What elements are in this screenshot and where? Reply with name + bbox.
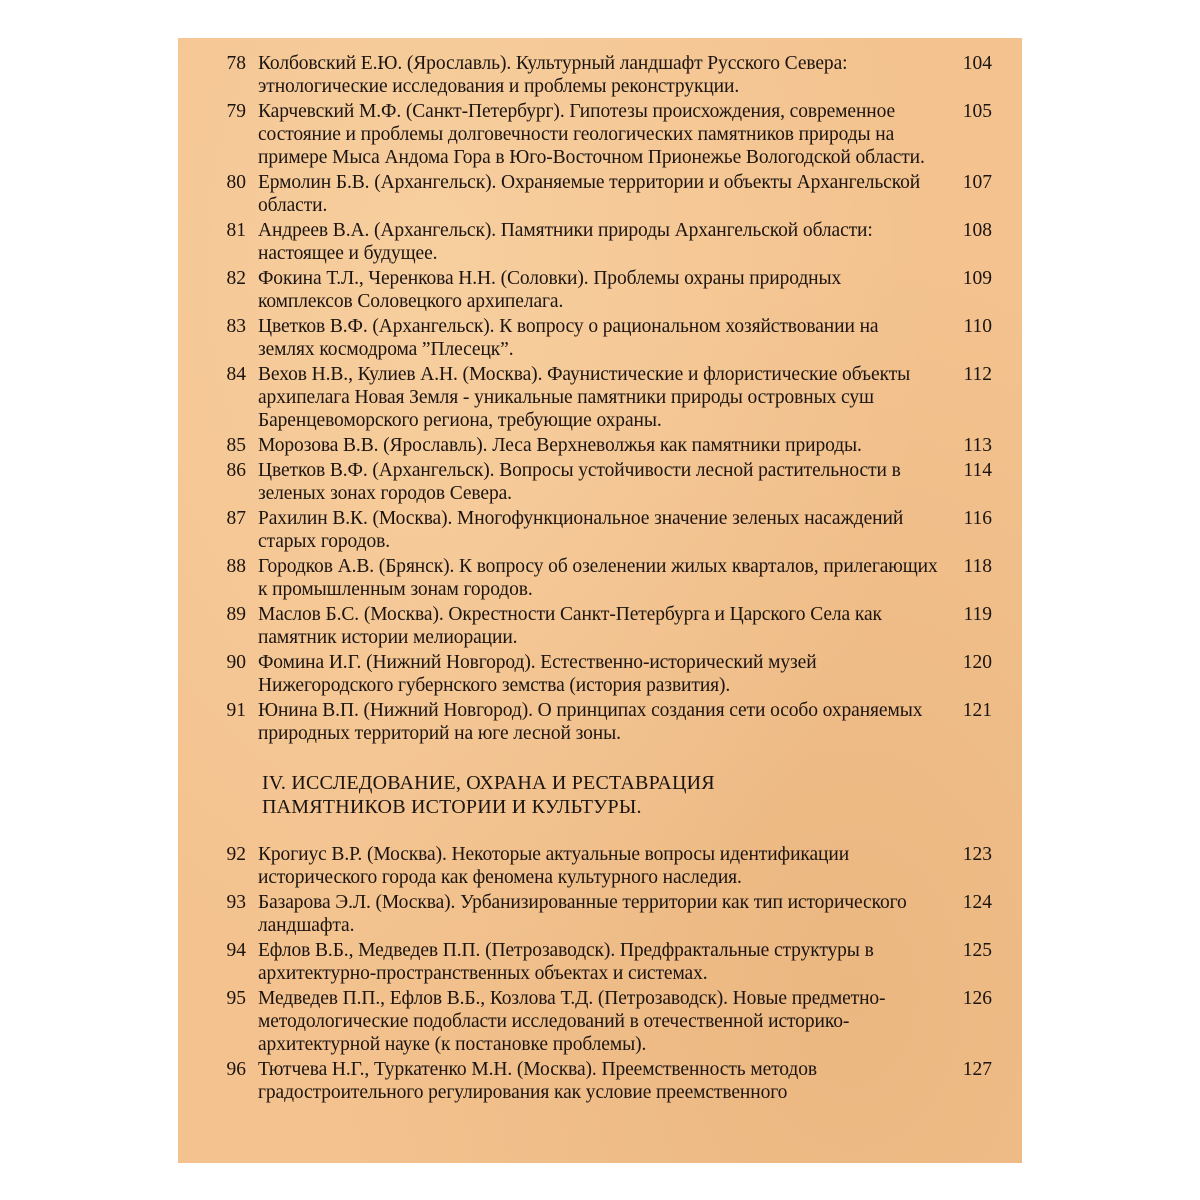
toc-list-part-4 [178, 843, 1022, 1104]
entry-title: Медведев П.П., Ефлов В.Б., Козлова Т.Д. (Петрозаводск). Новые предметно-методологические подобласти исследований в отечественной историко-архитектурной науке (к постановке проблемы). [258, 988, 886, 1055]
entry-number: 85 [226, 435, 246, 456]
toc-entry [178, 939, 1022, 985]
entry-number: 82 [226, 268, 246, 289]
entry-title: Городков А.В. (Брянск). К вопросу об озеленении жилых кварталов, прилегающих к промышленным зонам городов. [258, 556, 938, 600]
entry-page-number: 110 [963, 316, 992, 337]
entry-number: 90 [226, 652, 246, 673]
toc-list-part-3 [178, 52, 1022, 745]
entry-number: 91 [226, 700, 246, 721]
toc-entry [178, 987, 1022, 1056]
entry-page-number: 124 [962, 892, 992, 913]
toc-entry [178, 171, 1022, 217]
entry-page-number: 116 [963, 508, 992, 529]
entry-title: Андреев В.А. (Архангельск). Памятники природы Архангельской области: настоящее и будущее. [258, 220, 873, 264]
entry-number: 80 [226, 172, 246, 193]
entry-title: Тютчева Н.Г., Туркатенко М.Н. (Москва). Преемственность методов градостроительного регулирования как условие преемственного [258, 1059, 817, 1103]
toc-entry [178, 267, 1022, 313]
entry-title: Фокина Т.Л., Черенкова Н.Н. (Соловки). Проблемы охраны природных комплексов Соловецкого архипелага. [258, 268, 842, 312]
entry-title: Ефлов В.Б., Медведев П.П. (Петрозаводск). Предфрактальные структуры в архитектурно-пространственных объектах и системах. [258, 940, 874, 984]
entry-page-number: 119 [963, 604, 992, 625]
entry-title: Вехов Н.В., Кулиев А.Н. (Москва). Фаунистические и флористические объекты архипелага Новая Земля - уникальные памятники природы островных суш Баренцевоморского региона, требующие охраны. [258, 364, 911, 431]
entry-number: 94 [226, 940, 246, 961]
entry-page-number: 108 [962, 220, 992, 241]
toc-entry [178, 603, 1022, 649]
table-of-contents [178, 52, 1022, 1106]
entry-page-number: 121 [962, 700, 992, 721]
entry-title: Карчевский М.Ф. (Санкт-Петербург). Гипотезы происхождения, современное состояние и проблемы долговечности геологических памятников природы на примере Мыса Андома Гора в Юго-Восточном Прионежье Вологодской области. [258, 101, 925, 168]
entry-number: 78 [226, 53, 246, 74]
entry-title: Ермолин Б.В. (Архангельск). Охраняемые территории и объекты Архангельской области. [258, 172, 921, 216]
entry-title: Фомина И.Г. (Нижний Новгород). Естественно-исторический музей Нижегородского губернского земства (история развития). [258, 652, 817, 696]
entry-page-number: 118 [963, 556, 992, 577]
entry-title: Цветков В.Ф. (Архангельск). Вопросы устойчивости лесной растительности в зеленых зонах городов Севера. [258, 460, 901, 504]
toc-entry [178, 651, 1022, 697]
entry-title: Крогиус В.Р. (Москва). Некоторые актуальные вопросы идентификации исторического города как феномена культурного наследия. [258, 844, 850, 888]
entry-title: Юнина В.П. (Нижний Новгород). О принципах создания сети особо охраняемых природных территорий на юге лесной зоны. [258, 700, 923, 744]
entry-page-number: 109 [962, 268, 992, 289]
entry-title: Колбовский Е.Ю. (Ярославль). Культурный ландшафт Русского Севера: этнологические исследования и проблемы реконструкции. [258, 53, 848, 97]
entry-number: 86 [226, 460, 246, 481]
toc-entry [178, 459, 1022, 505]
entry-page-number: 123 [962, 844, 992, 865]
entry-title: Рахилин В.К. (Москва). Многофункциональное значение зеленых насаждений старых городов. [258, 508, 904, 552]
toc-entry [178, 100, 1022, 169]
entry-page-number: 104 [962, 53, 992, 74]
entry-number: 81 [226, 220, 246, 241]
section-heading-line-1: IV. ИССЛЕДОВАНИЕ, ОХРАНА И РЕСТАВРАЦИЯ [262, 772, 715, 794]
entry-number: 92 [226, 844, 246, 865]
entry-number: 84 [226, 364, 246, 385]
entry-number: 93 [226, 892, 246, 913]
entry-page-number: 126 [962, 988, 992, 1009]
entry-number: 96 [226, 1059, 246, 1080]
entry-page-number: 107 [962, 172, 992, 193]
toc-entry [178, 555, 1022, 601]
entry-page-number: 120 [962, 652, 992, 673]
entry-page-number: 127 [962, 1059, 992, 1080]
entry-number: 88 [226, 556, 246, 577]
entry-page-number: 112 [963, 364, 992, 385]
entry-title: Маслов Б.С. (Москва). Окрестности Санкт-Петербурга и Царского Села как памятник истории мелиорации. [258, 604, 882, 648]
entry-title: Базарова Э.Л. (Москва). Урбанизированные территории как тип исторического ландшафта. [258, 892, 907, 936]
entry-number: 79 [226, 101, 246, 122]
toc-entry [178, 315, 1022, 361]
section-heading-line-2: ПАМЯТНИКОВ ИСТОРИИ И КУЛЬТУРЫ. [262, 796, 642, 818]
entry-number: 95 [226, 988, 246, 1009]
toc-entry [178, 507, 1022, 553]
toc-entry [178, 843, 1022, 889]
entry-number: 83 [226, 316, 246, 337]
entry-page-number: 114 [963, 460, 992, 481]
section-heading [262, 771, 902, 819]
entry-number: 89 [226, 604, 246, 625]
entry-title: Морозова В.В. (Ярославль). Леса Верхневолжья как памятники природы. [258, 435, 862, 456]
entry-page-number: 113 [963, 435, 992, 456]
toc-entry [178, 1058, 1022, 1104]
toc-entry [178, 219, 1022, 265]
entry-title: Цветков В.Ф. (Архангельск). К вопросу о рациональном хозяйствовании на землях космодрома ”Плесецк”. [258, 316, 879, 360]
toc-entry [178, 699, 1022, 745]
entry-number: 87 [226, 508, 246, 529]
toc-entry [178, 363, 1022, 432]
toc-entry [178, 891, 1022, 937]
toc-entry [178, 434, 1022, 457]
entry-page-number: 125 [962, 940, 992, 961]
book-page [178, 38, 1022, 1163]
entry-page-number: 105 [962, 101, 992, 122]
toc-entry [178, 52, 1022, 98]
